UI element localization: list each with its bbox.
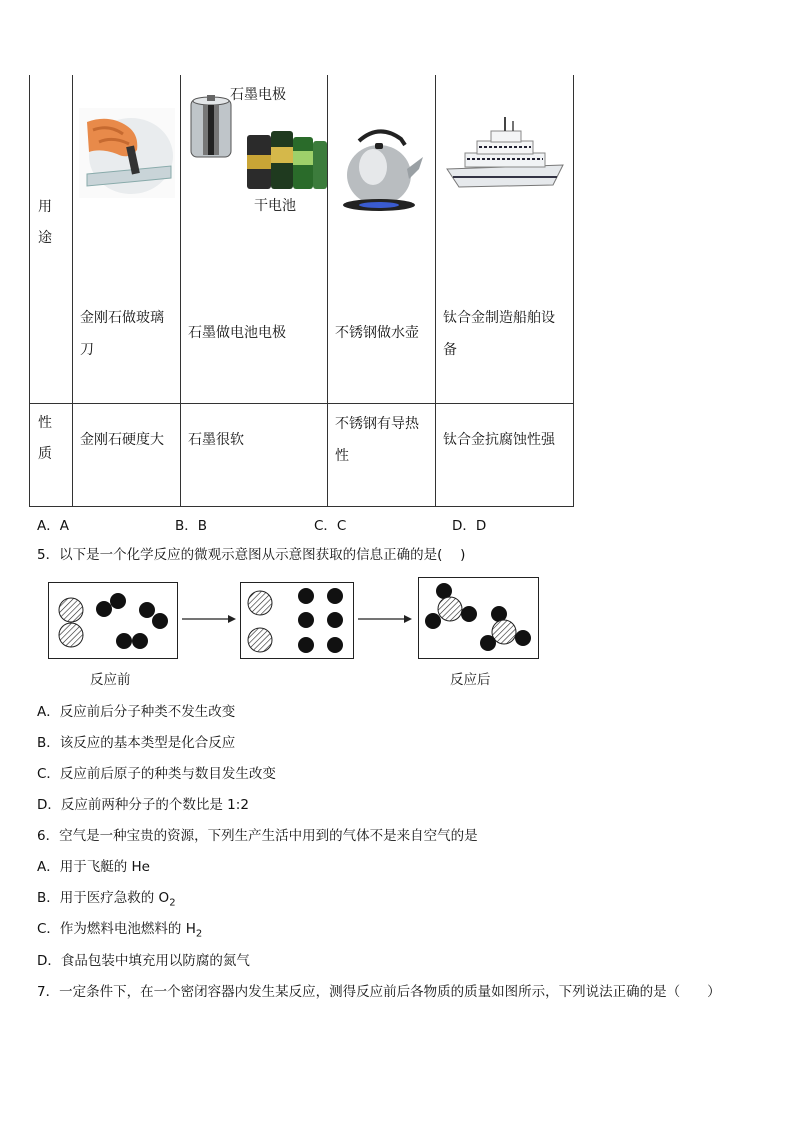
q6-option-c-subscript: 2 (195, 928, 203, 940)
molecule-diagram-after (419, 578, 538, 658)
kettle-photo (335, 123, 427, 215)
cell-line: 钛合金抗腐蚀性强 (443, 432, 555, 448)
q5-option-c[interactable]: C．反应前后原子的种类与数目发生改变 (37, 766, 276, 782)
q5-option-b[interactable]: B．该反应的基本类型是化合反应 (37, 735, 236, 751)
use-cell-diamond (80, 302, 164, 366)
property-cell-steel (335, 408, 419, 472)
ship-photo (443, 115, 567, 195)
table-border (29, 403, 574, 404)
table-border (72, 75, 73, 507)
reaction-after-box (418, 577, 539, 659)
reaction-before-box (48, 582, 178, 659)
q6-stem: 6．空气是一种宝贵的资源，下列生产生活中用到的气体不是来自空气的是 (37, 828, 478, 844)
battery-label-top: 石墨电极 (230, 87, 286, 103)
row-label-property (35, 408, 55, 470)
q5-option-d[interactable]: D．反应前两种分子的个数比是 1:2 (37, 797, 249, 813)
q6-option-b-text: B．用于医疗急救的 O (37, 890, 170, 906)
molecule-diagram-middle (241, 583, 353, 658)
reaction-arrow-2 (356, 612, 414, 626)
table-border (573, 75, 574, 507)
cell-line: 备 (443, 342, 457, 358)
battery-photo (189, 95, 329, 195)
reaction-arrow-1 (180, 612, 238, 626)
table-border (435, 75, 436, 507)
cell-line: 不锈钢做水壶 (335, 325, 419, 341)
cell-line: 性 (335, 448, 349, 464)
q6-option-b-subscript: 2 (169, 897, 176, 909)
q6-option-d[interactable]: D．食品包装中填充用以防腐的氮气 (37, 953, 250, 969)
table-border (180, 75, 181, 507)
cell-line: 金刚石硬度大 (80, 432, 164, 448)
caption-before: 反应前 (90, 672, 131, 688)
property-cell-titanium (443, 424, 555, 456)
q6-option-c[interactable] (37, 920, 202, 944)
q4-option-c[interactable]: C．C (314, 518, 347, 534)
row-label-use (35, 192, 55, 254)
table-border (29, 75, 30, 507)
glass-cutter-photo (79, 108, 175, 198)
q6-option-b[interactable] (37, 889, 176, 913)
use-cell-graphite (188, 317, 286, 349)
q4-option-a[interactable]: A．A (37, 518, 69, 534)
q6-option-a[interactable]: A．用于飞艇的 He (37, 859, 150, 875)
use-cell-steel (335, 317, 419, 349)
row-label-char: 途 (38, 230, 52, 246)
row-label-char: 性 (38, 415, 52, 431)
q4-option-b[interactable]: B．B (175, 518, 208, 534)
row-label-char: 质 (38, 446, 52, 462)
table-border (29, 506, 574, 507)
cell-line: 石墨很软 (188, 432, 244, 448)
cell-line: 钛合金制造船舶设 (443, 310, 555, 326)
cell-line: 石墨做电池电极 (188, 325, 286, 341)
q5-option-a[interactable]: A．反应前后分子种类不发生改变 (37, 704, 236, 720)
row-label-char: 用 (38, 199, 52, 215)
q4-option-d[interactable]: D．D (452, 518, 487, 534)
cell-line: 刀 (80, 342, 94, 358)
q7-stem: 7．一定条件下，在一个密闭容器内发生某反应，测得反应前后各物质的质量如图所示，下列说法正确的是（ ） (37, 984, 721, 1000)
q6-option-c-text: C．作为燃料电池燃料的 H (37, 921, 196, 937)
cell-line: 金刚石做玻璃 (80, 310, 164, 326)
property-cell-graphite (188, 424, 244, 456)
cell-line: 不锈钢有导热 (335, 416, 419, 432)
molecule-diagram-before (49, 583, 177, 658)
battery-label-bottom: 干电池 (254, 198, 296, 214)
property-cell-diamond (80, 424, 164, 456)
use-cell-titanium (443, 302, 555, 366)
q5-stem: 5．以下是一个化学反应的微观示意图从示意图获取的信息正确的是( ) (37, 547, 466, 563)
reaction-middle-box (240, 582, 354, 659)
caption-after: 反应后 (450, 672, 491, 688)
property-use-table (29, 75, 574, 507)
